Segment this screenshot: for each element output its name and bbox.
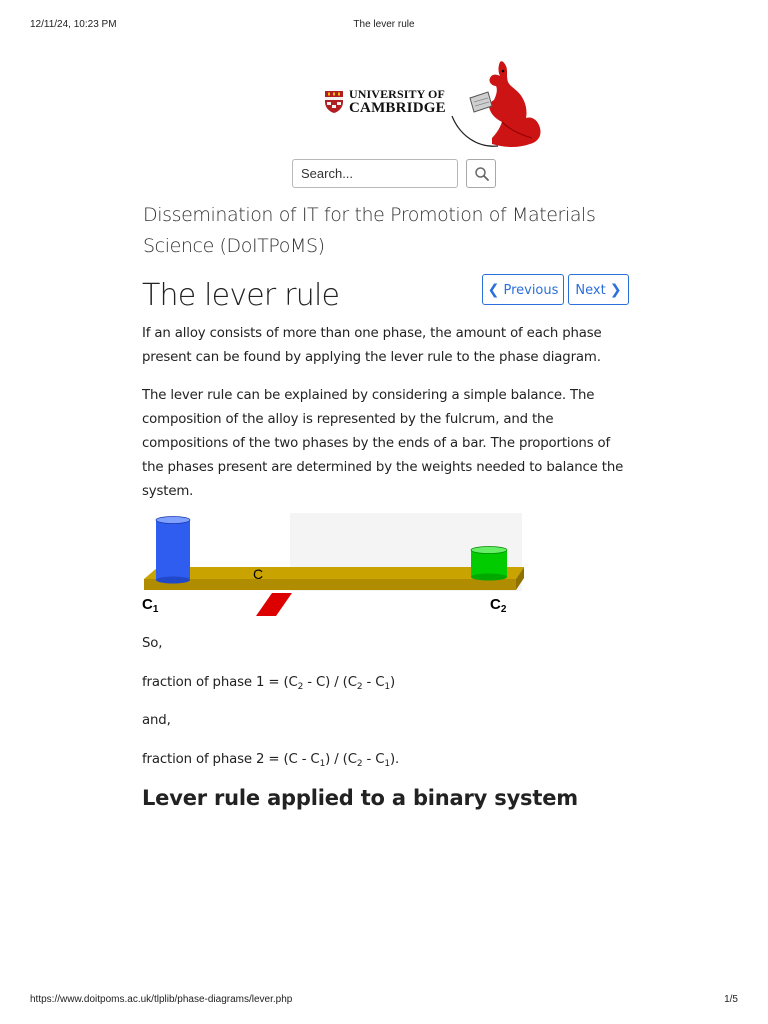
fulcrum-label: C [253,566,264,582]
search-button[interactable] [466,159,496,188]
lever-bar [144,567,524,579]
phase2-weight [471,550,507,577]
chevron-left-icon: ❮ [487,281,500,298]
print-datetime: 12/11/24, 10:23 PM [30,19,117,30]
chevron-right-icon: ❯ [609,281,622,298]
university-line2: CAMBRIDGE [349,100,446,116]
previous-label: Previous [503,282,559,298]
section-heading: Lever rule applied to a binary system [142,786,578,810]
site-title[interactable]: Dissemination of IT for the Promotion of Materials Science (DoITPoMS) [143,204,596,257]
phase1-fraction-formula: fraction of phase $1 = (C_2 - C) / (C_2 - C_1)$ [142,675,395,692]
university-logo[interactable] [324,88,448,120]
print-header [30,19,738,33]
so-text: So, [142,636,163,651]
intro-paragraph: If an alloy consists of more than one phase, the amount of each phase present can be found by applying the lever rule to the phase diagram. [142,326,602,365]
next-button[interactable] [568,274,629,305]
page-number: 1/5 [724,994,738,1005]
search-input[interactable] [292,159,458,188]
print-url: https://www.doitpoms.ac.uk/tlplib/phase-diagrams/lever.php [30,994,293,1005]
page-title: The lever rule [142,278,340,313]
university-line1: UNIVERSITY OF [349,87,445,101]
print-footer [30,994,738,1008]
and-text: and, [142,713,171,728]
c2-label: $C_2$ [490,596,507,615]
print-title: The lever rule [353,19,415,30]
cambridge-shield-icon [324,90,344,114]
next-label: Next [575,282,606,298]
lever-balance-figure [140,513,525,618]
phase1-weight [156,520,190,580]
phase2-fraction-formula: fraction of phase $2 = (C - C_1) / (C_2 - C_1)$. [142,752,400,769]
balance-paragraph: The lever rule can be explained by considering a simple balance. The composition of the alloy is represented by the fulcrum, and the compositions of the two phases by the ends of a bar. The proportions of the phases present are determined by the weights needed to balance the system. [142,388,624,499]
search-icon [474,166,490,182]
c1-label: $C_1$ [142,596,159,615]
kangaroo-logo-icon[interactable] [448,58,544,150]
previous-button[interactable] [482,274,564,305]
